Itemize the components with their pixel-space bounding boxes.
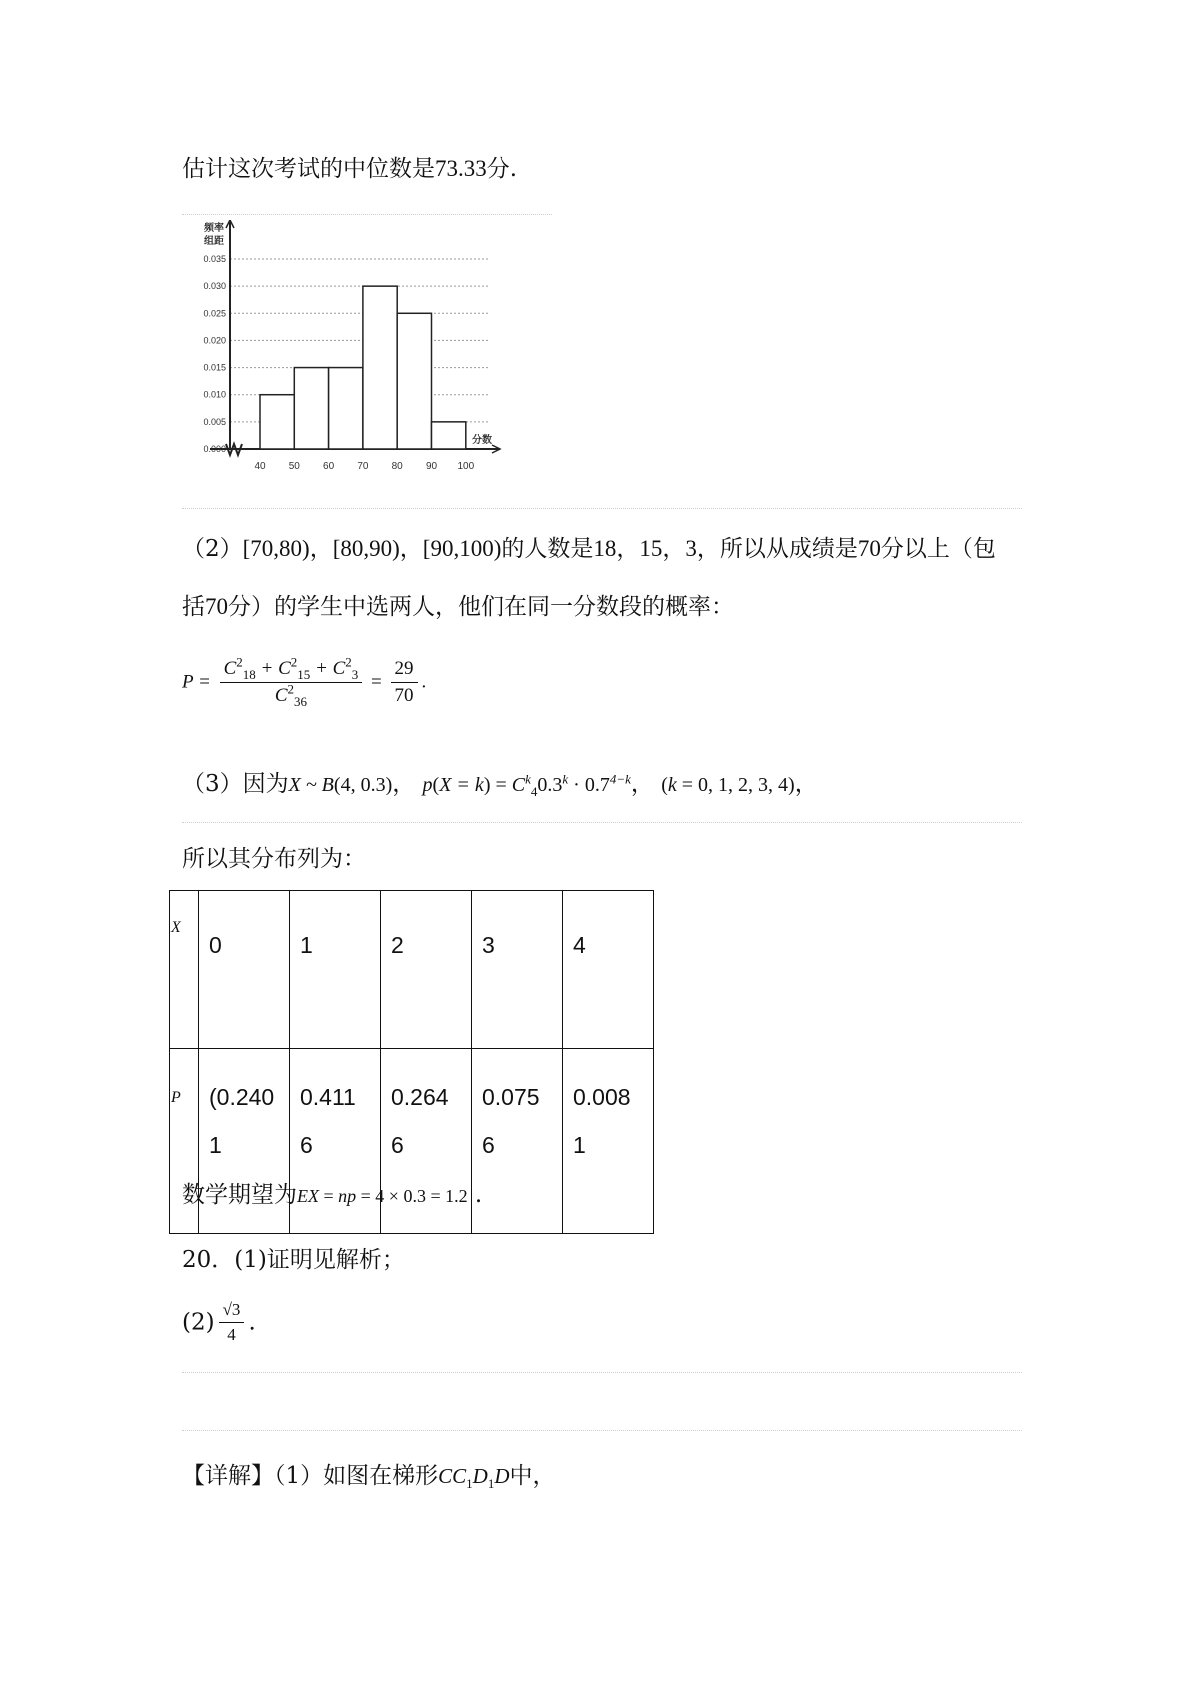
y-axis-label: 频率 (204, 223, 224, 234)
histogram-bar (363, 286, 397, 449)
table-cell: 4 (563, 891, 654, 1049)
x-tick-label: 80 (391, 461, 403, 472)
table-cell: 0 (199, 891, 290, 1049)
x-tick-label: 40 (254, 461, 266, 472)
y-tick-label: 0.035 (203, 254, 226, 264)
interval-80-90: [80,90) (332, 536, 400, 561)
y-tick-label: 0.010 (203, 389, 226, 400)
x-tick-label: 60 (323, 461, 335, 472)
table-cell: 3 (472, 891, 563, 1049)
q20-line1: 20．(1)证明见解析； (182, 1247, 405, 1273)
table-row-x (170, 891, 654, 1049)
trapezoid-name: $CC_1D_1D$ (438, 1464, 510, 1492)
detail-label: 【详解】 (182, 1463, 274, 1489)
histogram-bar (294, 368, 328, 449)
table-cell: 0.008 1 (563, 1049, 654, 1234)
interval-70-80: [70,80) (242, 536, 310, 561)
expectation-line: 数学期望为EX = np = 4 × 0.3 = 1.2 . (182, 1182, 483, 1208)
x-tick-label: 90 (425, 461, 438, 472)
pmf-formula: $p(X = k) = C^k_40.3^k \cdot 0.7^{4-k}$ (422, 771, 631, 799)
y-tick-label: 0.020 (203, 335, 226, 346)
median-text: 估计这次考试的中位数是 (182, 156, 435, 182)
binomial-formula: X ~ B(4, 0.3) (288, 774, 393, 796)
result-fraction: $\frac{29}{70}$ (391, 658, 418, 707)
table-cell: 0.075 6 (472, 1049, 563, 1234)
table-cell: 2 (381, 891, 472, 1049)
part2-line2: 括70分）的学生中选两人，他们在同一分数段的概率： (182, 594, 734, 620)
table-cell: 0.264 6 (381, 1049, 472, 1234)
y-axis-label: 组距 (204, 236, 224, 247)
table-cell: 1 (290, 891, 381, 1049)
table-cell: (0.240 1 (199, 1049, 290, 1234)
median-unit: 分 (486, 156, 510, 182)
histogram-bar (397, 313, 431, 449)
probability-formula: P = $\frac{C^2_{18} + C^2_{15} + C^2_3}{C^2_{36}}$ = $\frac{29}{70}$ . (182, 654, 427, 709)
q20-line2: (2) $\frac{√3}{4}$ . (182, 1300, 256, 1344)
k-range: (k = 0, 1, 2, 3, 4) (661, 774, 795, 796)
divider (182, 822, 1022, 823)
divider (182, 1430, 1022, 1431)
x-tick-label: 70 (357, 461, 369, 472)
x-axis-label: 分数 (472, 435, 492, 446)
x-tick-label: 50 (288, 461, 300, 472)
expectation-formula: EX = np = 4 × 0.3 = 1.2 (297, 1186, 468, 1206)
y-tick-label: 0.025 (203, 308, 226, 319)
median-value: 73.33 (435, 156, 487, 181)
part3-line2: 所以其分布列为： (182, 846, 366, 872)
part2-line1: （2）[70,80)，[80,90)，[90,100)的人数是18，15，3，所以从成绩是70分以上（包 (182, 536, 996, 562)
histogram-bar (329, 368, 363, 449)
detail-line: 【详解】（1）如图在梯形$CC_1D_1D$中， (182, 1463, 556, 1492)
histogram-bar (260, 395, 294, 449)
part3-line1: （3）因为X ~ B(4, 0.3)， $p(X = k) = C^k_40.3^k \cdot 0.7^{4-k}$， (k = 0, 1, 2, 3, 4)， (182, 771, 818, 799)
answer-fraction: $\frac{√3}{4}$ (219, 1300, 245, 1345)
table-cell: 0.411 6 (290, 1049, 381, 1234)
y-tick-label: 0.000 (203, 444, 226, 454)
divider (182, 214, 552, 215)
histogram-chart (190, 220, 550, 480)
table-header-p: P (170, 1049, 199, 1234)
y-tick-label: 0.030 (203, 281, 226, 292)
y-tick-label: 0.005 (203, 416, 226, 427)
median-line: 估计这次考试的中位数是73.33分. (182, 156, 518, 182)
interval-90-100: [90,100) (422, 536, 502, 561)
combination-fraction: $\frac{C^2_{18} + C^2_{15} + C^2_3}{C^2_{36}}$ (220, 658, 363, 707)
divider (182, 508, 1022, 509)
x-tick-label: 100 (457, 461, 475, 472)
table-header-x: X (170, 891, 199, 1049)
divider (182, 1372, 1022, 1373)
histogram-bar (432, 422, 466, 449)
y-tick-label: 0.015 (203, 362, 226, 373)
